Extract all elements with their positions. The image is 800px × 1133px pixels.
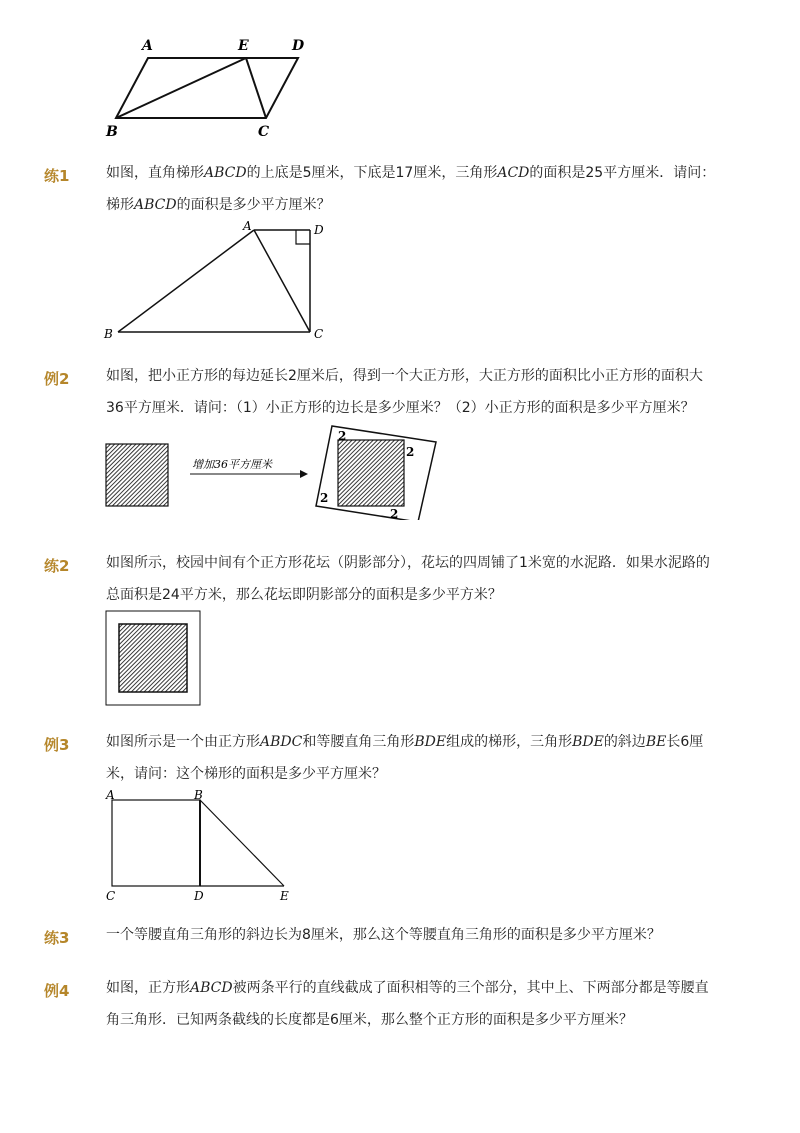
vertex-E: E <box>280 889 289 903</box>
vertex-D: D <box>194 889 204 903</box>
right-trapezoid-figure <box>100 220 340 346</box>
vertex-A: A <box>243 220 252 233</box>
vertex-B: B <box>104 327 113 341</box>
svg-text:2: 2 <box>338 429 347 443</box>
vertex-B: B <box>106 124 118 140</box>
svg-text:2: 2 <box>390 507 399 520</box>
problem-text-lian3: 一个等腰直角三角形的斜边长为8厘米，那么这个等腰直角三角形的面积是多少平方厘米？ <box>106 927 661 943</box>
problem-label-lian2: 练2 <box>44 557 70 575</box>
inner-square <box>338 440 404 506</box>
vertex-E: E <box>238 38 249 54</box>
small-square <box>106 444 168 506</box>
problem-label-li2: 例2 <box>44 370 70 388</box>
svg-text:2: 2 <box>406 445 415 459</box>
svg-text:2: 2 <box>320 491 329 505</box>
vertex-A: A <box>142 38 153 54</box>
problem-text-li3: 如图所示是一个由正方形ABDC和等腰直角三角形BDE组成的梯形，三角形BDE的斜边BE长6厘米，请问：这个梯形的面积是多少平方厘米？ <box>106 734 704 782</box>
arrow-label: 增加36平方厘米 <box>192 458 272 471</box>
problem-text-li4: 如图，正方形ABCD被两条平行的直线截成了面积相等的三个部分，其中上、下两部分都是等腰直角三角形．已知两条截线的长度都是6厘米，那么整个正方形的面积是多少平方厘米？ <box>106 980 709 1028</box>
vertex-D: D <box>292 38 305 54</box>
vertex-C: C <box>106 889 116 903</box>
problem-text-li2: 如图，把小正方形的每边延长2厘米后，得到一个大正方形，大正方形的面积比小正方形的面积大36平方厘米．请问：（1）小正方形的边长是多少厘米？（2）小正方形的面积是多少平方厘米？ <box>106 368 703 416</box>
flowerbed <box>119 624 187 692</box>
vertex-B: B <box>194 788 203 802</box>
square-extension-figure <box>100 420 450 520</box>
vertex-C: C <box>314 327 324 341</box>
problem-label-li4: 例4 <box>44 982 70 1000</box>
problem-text-lian1: 如图，直角梯形ABCD的上底是5厘米，下底是17厘米，三角形ACD的面积是25平方厘米．请问： 梯形ABCD的面积是多少平方厘米？ <box>106 165 716 213</box>
vertex-A: A <box>106 788 115 802</box>
vertex-D: D <box>314 223 324 237</box>
flowerbed-figure <box>100 608 210 708</box>
problem-label-lian3: 练3 <box>44 929 70 947</box>
parallelogram-figure <box>100 34 320 144</box>
square-triangle-figure <box>100 786 300 906</box>
big-square-group <box>316 426 436 520</box>
problem-label-li3: 例3 <box>44 736 70 754</box>
problem-text-lian2: 如图所示，校园中间有个正方形花坛（阴影部分），花坛的四周铺了1米宽的水泥路．如果水泥路的总面积是24平方米，那么花坛即阴影部分的面积是多少平方米？ <box>106 555 710 603</box>
problem-label-lian1: 练1 <box>44 167 70 185</box>
vertex-C: C <box>258 124 270 140</box>
